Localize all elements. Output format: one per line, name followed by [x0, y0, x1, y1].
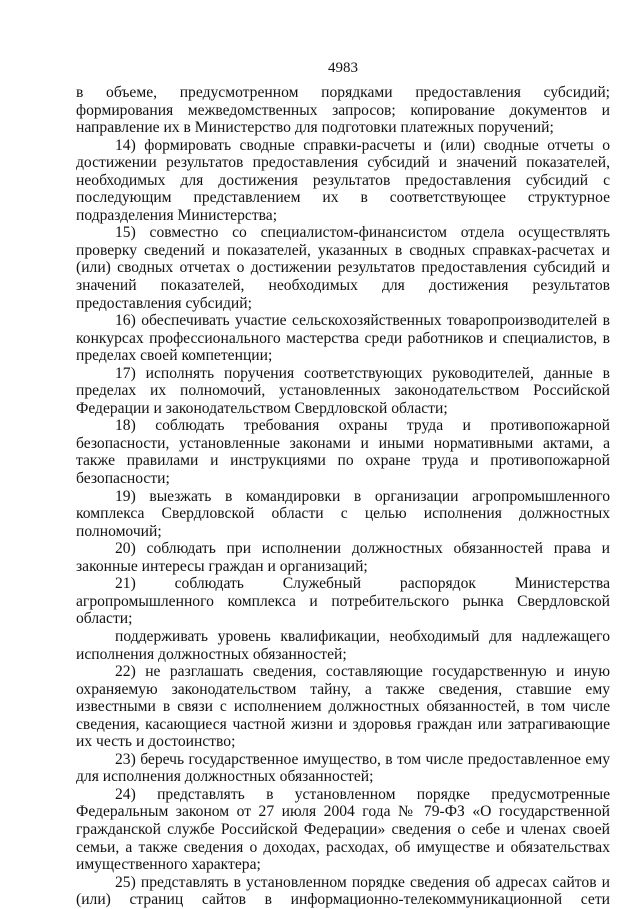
paragraph: 25) представлять в установленном порядке сведения об адресах сайтов и (или) страниц сайтов в информационно-телекоммуникационной сети	[76, 873, 610, 909]
page-number: 4983	[328, 60, 358, 76]
paragraph: 21) соблюдать Служебный распорядок Министерства агропромышленного комплекса и потребительского рынка Свердловской области;	[76, 575, 610, 628]
paragraph: поддерживать уровень квалификации, необходимый для надлежащего исполнения должностных обязанностей;	[76, 627, 610, 663]
paragraph: 24) представлять в установленном порядке предусмотренные Федеральным законом от 27 июля 2004 года № 79-ФЗ «О государственной гражданской службе Российской Федерации» сведения о себе и членах своей семьи, а также сведения о доходах, расходах, об имуществе и обязательствах имущественного характера;	[76, 785, 610, 874]
paragraph: 22) не разглашать сведения, составляющие государственную и иную охраняемую законодательством тайну, а также сведения, ставшие ему известными в связи с исполнением должностных обязанностей, в том числе сведения, касающиеся частной жизни и здоровья граждан или затрагивающие их честь и достоинство;	[76, 663, 610, 751]
paragraph: 19) выезжать в командировки в организации агропромышленного комплекса Свердловской области с целью исполнения должностных полномочий;	[76, 487, 610, 540]
paragraph: 15) совместно со специалистом-финансистом отдела осуществлять проверку сведений и показателей, указанных в сводных справках-расчетах и (или) сводных отчетах о достижении результатов предоставления субсидий и значений показателей, необходимых для достижения результатов предоставления субсидий;	[76, 224, 610, 312]
document-page	[76, 0, 610, 909]
paragraph: в объеме, предусмотренном порядками предоставления субсидий; формирования межведомственных запросов; копирование документов и направление их в Министерство для подготовки платежных поручений;	[76, 84, 610, 137]
paragraph: 23) беречь государственное имущество, в том числе предоставленное ему для исполнения должностных обязанностей;	[76, 750, 610, 786]
paragraph: 17) исполнять поручения соответствующих руководителей, данные в пределах их полномочий, установленных законодательством Российской Федерации и законодательством Свердловской области;	[76, 364, 610, 417]
paragraph: 18) соблюдать требования охраны труда и противопожарной безопасности, установленные законами и иными нормативными актами, а также правилами и инструкциями по охране труда и противопожарной безопасности;	[76, 417, 610, 488]
paragraph: 20) соблюдать при исполнении должностных обязанностей права и законные интересы граждан и организаций;	[76, 540, 610, 575]
document-body	[76, 84, 610, 909]
paragraph: 14) формировать сводные справки-расчеты и (или) сводные отчеты о достижении результатов предоставления субсидий и значений показателей, необходимых для достижения результатов предоставления субсидий с последующим представлением их в соответствующее структурное подразделения Министерства;	[76, 136, 610, 224]
paragraph: 16) обеспечивать участие сельскохозяйственных товаропроизводителей в конкурсах профессионального мастерства среди работников и специалистов, в пределах своей компетенции;	[76, 312, 610, 365]
